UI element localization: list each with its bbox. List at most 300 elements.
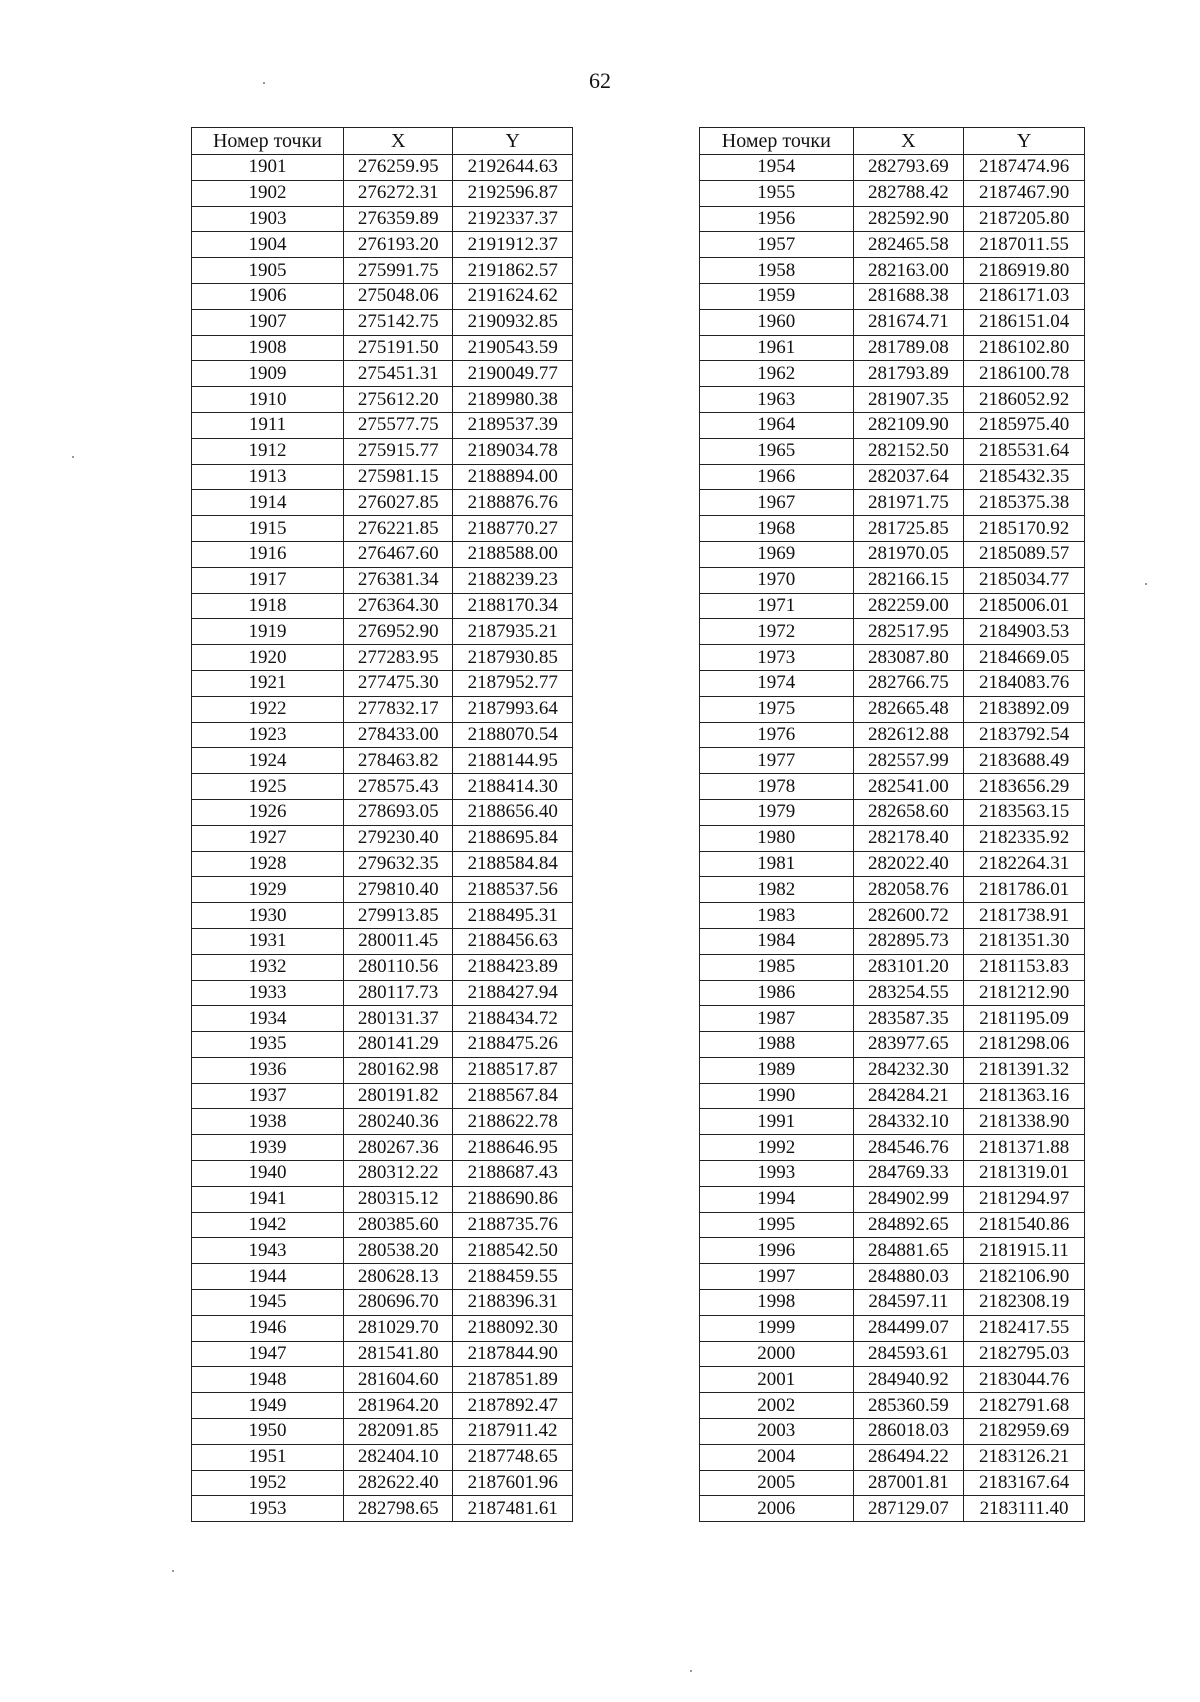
table-row xyxy=(700,1161,1085,1187)
x-coordinate-cell: 276952.90 xyxy=(343,619,452,645)
table-row xyxy=(700,1444,1085,1470)
point-number-cell: 1950 xyxy=(192,1419,344,1445)
point-number-cell: 1976 xyxy=(700,722,854,748)
y-coordinate-cell: 2183688.49 xyxy=(964,748,1085,774)
x-coordinate-cell: 280267.36 xyxy=(343,1135,452,1161)
y-coordinate-cell: 2188622.78 xyxy=(453,1109,573,1135)
point-number-cell: 1910 xyxy=(192,387,344,413)
table-row xyxy=(192,1419,573,1445)
y-coordinate-cell: 2185170.92 xyxy=(964,516,1085,542)
x-coordinate-cell: 282798.65 xyxy=(343,1496,452,1522)
table-row xyxy=(700,232,1085,258)
y-coordinate-cell: 2182106.90 xyxy=(964,1264,1085,1290)
y-coordinate-cell: 2189980.38 xyxy=(453,387,573,413)
point-number-cell: 1930 xyxy=(192,903,344,929)
y-coordinate-cell: 2188423.89 xyxy=(453,954,573,980)
table-row xyxy=(192,206,573,232)
y-coordinate-cell: 2191912.37 xyxy=(453,232,573,258)
table-row xyxy=(192,541,573,567)
y-coordinate-cell: 2188690.86 xyxy=(453,1186,573,1212)
point-number-cell: 1978 xyxy=(700,774,854,800)
x-coordinate-cell: 283087.80 xyxy=(853,645,964,671)
table-row xyxy=(192,464,573,490)
y-coordinate-cell: 2182791.68 xyxy=(964,1393,1085,1419)
table-row xyxy=(192,1135,573,1161)
point-number-cell: 1952 xyxy=(192,1470,344,1496)
y-coordinate-cell: 2188070.54 xyxy=(453,722,573,748)
x-coordinate-cell: 281970.05 xyxy=(853,541,964,567)
table-row xyxy=(192,309,573,335)
x-coordinate-cell: 275048.06 xyxy=(343,283,452,309)
y-coordinate-cell: 2188456.63 xyxy=(453,928,573,954)
table-row xyxy=(192,645,573,671)
table-row xyxy=(192,335,573,361)
y-coordinate-cell: 2183892.09 xyxy=(964,696,1085,722)
point-number-cell: 1920 xyxy=(192,645,344,671)
table-row xyxy=(700,1212,1085,1238)
y-coordinate-cell: 2188894.00 xyxy=(453,464,573,490)
table-row xyxy=(192,980,573,1006)
y-coordinate-cell: 2184083.76 xyxy=(964,670,1085,696)
table-row xyxy=(192,928,573,954)
y-coordinate-cell: 2181319.01 xyxy=(964,1161,1085,1187)
table-row xyxy=(192,696,573,722)
table-row xyxy=(700,1419,1085,1445)
scan-speck xyxy=(263,82,265,84)
x-coordinate-cell: 280696.70 xyxy=(343,1290,452,1316)
header-y: Y xyxy=(964,128,1085,155)
y-coordinate-cell: 2187892.47 xyxy=(453,1393,573,1419)
point-number-cell: 1979 xyxy=(700,799,854,825)
point-number-cell: 1913 xyxy=(192,464,344,490)
point-number-cell: 1949 xyxy=(192,1393,344,1419)
y-coordinate-cell: 2187601.96 xyxy=(453,1470,573,1496)
point-number-cell: 1927 xyxy=(192,825,344,851)
table-row xyxy=(192,438,573,464)
point-number-cell: 1929 xyxy=(192,877,344,903)
x-coordinate-cell: 284902.99 xyxy=(853,1186,964,1212)
y-coordinate-cell: 2181786.01 xyxy=(964,877,1085,903)
y-coordinate-cell: 2182795.03 xyxy=(964,1341,1085,1367)
coordinates-table-right xyxy=(699,127,1085,1522)
point-number-cell: 2005 xyxy=(700,1470,854,1496)
x-coordinate-cell: 280011.45 xyxy=(343,928,452,954)
table-row xyxy=(700,799,1085,825)
x-coordinate-cell: 278575.43 xyxy=(343,774,452,800)
y-coordinate-cell: 2181540.86 xyxy=(964,1212,1085,1238)
x-coordinate-cell: 286494.22 xyxy=(853,1444,964,1470)
table-row xyxy=(192,825,573,851)
point-number-cell: 1954 xyxy=(700,155,854,181)
table-row xyxy=(192,1496,573,1522)
x-coordinate-cell: 278463.82 xyxy=(343,748,452,774)
table-row xyxy=(700,1057,1085,1083)
x-coordinate-cell: 279913.85 xyxy=(343,903,452,929)
point-number-cell: 1992 xyxy=(700,1135,854,1161)
y-coordinate-cell: 2187930.85 xyxy=(453,645,573,671)
x-coordinate-cell: 282022.40 xyxy=(853,851,964,877)
point-number-cell: 1953 xyxy=(192,1496,344,1522)
y-coordinate-cell: 2188588.00 xyxy=(453,541,573,567)
table-row xyxy=(192,1006,573,1032)
point-number-cell: 1915 xyxy=(192,516,344,542)
table-row xyxy=(192,877,573,903)
x-coordinate-cell: 281793.89 xyxy=(853,361,964,387)
point-number-cell: 1991 xyxy=(700,1109,854,1135)
point-number-cell: 1972 xyxy=(700,619,854,645)
y-coordinate-cell: 2191862.57 xyxy=(453,258,573,284)
y-coordinate-cell: 2186919.80 xyxy=(964,258,1085,284)
x-coordinate-cell: 285360.59 xyxy=(853,1393,964,1419)
table-row xyxy=(192,670,573,696)
point-number-cell: 1931 xyxy=(192,928,344,954)
table-row xyxy=(700,903,1085,929)
y-coordinate-cell: 2192644.63 xyxy=(453,155,573,181)
x-coordinate-cell: 276381.34 xyxy=(343,567,452,593)
point-number-cell: 1958 xyxy=(700,258,854,284)
x-coordinate-cell: 280162.98 xyxy=(343,1057,452,1083)
y-coordinate-cell: 2188434.72 xyxy=(453,1006,573,1032)
point-number-cell: 1996 xyxy=(700,1238,854,1264)
point-number-cell: 1999 xyxy=(700,1315,854,1341)
point-number-cell: 1998 xyxy=(700,1290,854,1316)
table-row xyxy=(700,1315,1085,1341)
x-coordinate-cell: 275915.77 xyxy=(343,438,452,464)
x-coordinate-cell: 280628.13 xyxy=(343,1264,452,1290)
x-coordinate-cell: 284232.30 xyxy=(853,1057,964,1083)
y-coordinate-cell: 2190932.85 xyxy=(453,309,573,335)
y-coordinate-cell: 2187205.80 xyxy=(964,206,1085,232)
y-coordinate-cell: 2192337.37 xyxy=(453,206,573,232)
y-coordinate-cell: 2181391.32 xyxy=(964,1057,1085,1083)
y-coordinate-cell: 2185375.38 xyxy=(964,490,1085,516)
table-row xyxy=(700,335,1085,361)
table-row xyxy=(700,361,1085,387)
x-coordinate-cell: 284597.11 xyxy=(853,1290,964,1316)
point-number-cell: 1926 xyxy=(192,799,344,825)
point-number-cell: 1916 xyxy=(192,541,344,567)
table-row xyxy=(192,1212,573,1238)
table-row xyxy=(192,490,573,516)
point-number-cell: 1939 xyxy=(192,1135,344,1161)
y-coordinate-cell: 2189034.78 xyxy=(453,438,573,464)
point-number-cell: 1918 xyxy=(192,593,344,619)
point-number-cell: 1965 xyxy=(700,438,854,464)
point-number-cell: 1942 xyxy=(192,1212,344,1238)
point-number-cell: 1985 xyxy=(700,954,854,980)
table-row xyxy=(192,593,573,619)
x-coordinate-cell: 281964.20 xyxy=(343,1393,452,1419)
x-coordinate-cell: 284499.07 xyxy=(853,1315,964,1341)
y-coordinate-cell: 2182308.19 xyxy=(964,1290,1085,1316)
point-number-cell: 1904 xyxy=(192,232,344,258)
point-number-cell: 1917 xyxy=(192,567,344,593)
table-row xyxy=(700,851,1085,877)
point-number-cell: 1984 xyxy=(700,928,854,954)
y-coordinate-cell: 2184903.53 xyxy=(964,619,1085,645)
y-coordinate-cell: 2181212.90 xyxy=(964,980,1085,1006)
point-number-cell: 1982 xyxy=(700,877,854,903)
x-coordinate-cell: 276193.20 xyxy=(343,232,452,258)
x-coordinate-cell: 282592.90 xyxy=(853,206,964,232)
table-row xyxy=(700,387,1085,413)
point-number-cell: 1905 xyxy=(192,258,344,284)
table-row xyxy=(192,774,573,800)
point-number-cell: 1963 xyxy=(700,387,854,413)
y-coordinate-cell: 2188537.56 xyxy=(453,877,573,903)
y-coordinate-cell: 2188495.31 xyxy=(453,903,573,929)
point-number-cell: 1948 xyxy=(192,1367,344,1393)
point-number-cell: 2006 xyxy=(700,1496,854,1522)
x-coordinate-cell: 279632.35 xyxy=(343,851,452,877)
table-row xyxy=(192,361,573,387)
table-row xyxy=(192,1083,573,1109)
y-coordinate-cell: 2188567.84 xyxy=(453,1083,573,1109)
y-coordinate-cell: 2188475.26 xyxy=(453,1032,573,1058)
x-coordinate-cell: 282465.58 xyxy=(853,232,964,258)
table-row xyxy=(700,258,1085,284)
table-row xyxy=(192,722,573,748)
table-row xyxy=(700,516,1085,542)
header-x: X xyxy=(343,128,452,155)
table-row xyxy=(700,696,1085,722)
x-coordinate-cell: 282895.73 xyxy=(853,928,964,954)
point-number-cell: 1988 xyxy=(700,1032,854,1058)
point-number-cell: 1911 xyxy=(192,412,344,438)
x-coordinate-cell: 276221.85 xyxy=(343,516,452,542)
x-coordinate-cell: 280538.20 xyxy=(343,1238,452,1264)
y-coordinate-cell: 2183111.40 xyxy=(964,1496,1085,1522)
point-number-cell: 1956 xyxy=(700,206,854,232)
table-body-left xyxy=(192,155,573,1522)
y-coordinate-cell: 2183044.76 xyxy=(964,1367,1085,1393)
x-coordinate-cell: 280312.22 xyxy=(343,1161,452,1187)
y-coordinate-cell: 2190543.59 xyxy=(453,335,573,361)
y-coordinate-cell: 2181338.90 xyxy=(964,1109,1085,1135)
y-coordinate-cell: 2188770.27 xyxy=(453,516,573,542)
y-coordinate-cell: 2183126.21 xyxy=(964,1444,1085,1470)
table-row xyxy=(700,619,1085,645)
y-coordinate-cell: 2183792.54 xyxy=(964,722,1085,748)
x-coordinate-cell: 282612.88 xyxy=(853,722,964,748)
table-row xyxy=(700,180,1085,206)
table-row xyxy=(192,1161,573,1187)
x-coordinate-cell: 275981.15 xyxy=(343,464,452,490)
y-coordinate-cell: 2182959.69 xyxy=(964,1419,1085,1445)
x-coordinate-cell: 282109.90 xyxy=(853,412,964,438)
table-row xyxy=(192,1057,573,1083)
table-row xyxy=(700,1006,1085,1032)
table-row xyxy=(700,1032,1085,1058)
x-coordinate-cell: 276272.31 xyxy=(343,180,452,206)
point-number-cell: 1961 xyxy=(700,335,854,361)
x-coordinate-cell: 282058.76 xyxy=(853,877,964,903)
x-coordinate-cell: 284284.21 xyxy=(853,1083,964,1109)
y-coordinate-cell: 2182335.92 xyxy=(964,825,1085,851)
point-number-cell: 1928 xyxy=(192,851,344,877)
point-number-cell: 1943 xyxy=(192,1238,344,1264)
table-row xyxy=(700,774,1085,800)
x-coordinate-cell: 276467.60 xyxy=(343,541,452,567)
point-number-cell: 1938 xyxy=(192,1109,344,1135)
y-coordinate-cell: 2181153.83 xyxy=(964,954,1085,980)
point-number-cell: 1969 xyxy=(700,541,854,567)
y-coordinate-cell: 2185432.35 xyxy=(964,464,1085,490)
x-coordinate-cell: 284881.65 xyxy=(853,1238,964,1264)
point-number-cell: 1940 xyxy=(192,1161,344,1187)
x-coordinate-cell: 282091.85 xyxy=(343,1419,452,1445)
point-number-cell: 1955 xyxy=(700,180,854,206)
table-row xyxy=(700,309,1085,335)
y-coordinate-cell: 2188414.30 xyxy=(453,774,573,800)
y-coordinate-cell: 2188517.87 xyxy=(453,1057,573,1083)
table-row xyxy=(192,1186,573,1212)
table-row xyxy=(700,155,1085,181)
table-row xyxy=(192,1315,573,1341)
x-coordinate-cell: 281688.38 xyxy=(853,283,964,309)
table-row xyxy=(700,1290,1085,1316)
x-coordinate-cell: 284332.10 xyxy=(853,1109,964,1135)
y-coordinate-cell: 2186052.92 xyxy=(964,387,1085,413)
point-number-cell: 1919 xyxy=(192,619,344,645)
point-number-cell: 1912 xyxy=(192,438,344,464)
y-coordinate-cell: 2183656.29 xyxy=(964,774,1085,800)
x-coordinate-cell: 281789.08 xyxy=(853,335,964,361)
table-row xyxy=(192,1109,573,1135)
table-row xyxy=(192,1290,573,1316)
scan-speck xyxy=(1145,583,1147,585)
table-row xyxy=(192,1264,573,1290)
point-number-cell: 1957 xyxy=(700,232,854,258)
x-coordinate-cell: 284940.92 xyxy=(853,1367,964,1393)
point-number-cell: 1973 xyxy=(700,645,854,671)
table-row xyxy=(192,799,573,825)
table-row xyxy=(700,980,1085,1006)
table-row xyxy=(700,1367,1085,1393)
x-coordinate-cell: 280141.29 xyxy=(343,1032,452,1058)
point-number-cell: 1936 xyxy=(192,1057,344,1083)
table-row xyxy=(192,903,573,929)
y-coordinate-cell: 2183167.64 xyxy=(964,1470,1085,1496)
x-coordinate-cell: 281907.35 xyxy=(853,387,964,413)
point-number-cell: 1933 xyxy=(192,980,344,1006)
table-row xyxy=(192,180,573,206)
point-number-cell: 1975 xyxy=(700,696,854,722)
y-coordinate-cell: 2186151.04 xyxy=(964,309,1085,335)
x-coordinate-cell: 282541.00 xyxy=(853,774,964,800)
y-coordinate-cell: 2188396.31 xyxy=(453,1290,573,1316)
x-coordinate-cell: 286018.03 xyxy=(853,1419,964,1445)
point-number-cell: 1908 xyxy=(192,335,344,361)
y-coordinate-cell: 2187748.65 xyxy=(453,1444,573,1470)
header-x: X xyxy=(853,128,964,155)
y-coordinate-cell: 2182264.31 xyxy=(964,851,1085,877)
y-coordinate-cell: 2187844.90 xyxy=(453,1341,573,1367)
table-row xyxy=(700,1135,1085,1161)
table-row xyxy=(192,258,573,284)
table-row xyxy=(700,541,1085,567)
x-coordinate-cell: 282037.64 xyxy=(853,464,964,490)
x-coordinate-cell: 282259.00 xyxy=(853,593,964,619)
y-coordinate-cell: 2192596.87 xyxy=(453,180,573,206)
point-number-cell: 1947 xyxy=(192,1341,344,1367)
y-coordinate-cell: 2187011.55 xyxy=(964,232,1085,258)
header-point-number: Номер точки xyxy=(700,128,854,155)
x-coordinate-cell: 279810.40 xyxy=(343,877,452,903)
point-number-cell: 1989 xyxy=(700,1057,854,1083)
y-coordinate-cell: 2181371.88 xyxy=(964,1135,1085,1161)
x-coordinate-cell: 282557.99 xyxy=(853,748,964,774)
table-row xyxy=(192,1341,573,1367)
x-coordinate-cell: 278433.00 xyxy=(343,722,452,748)
x-coordinate-cell: 277475.30 xyxy=(343,670,452,696)
y-coordinate-cell: 2186100.78 xyxy=(964,361,1085,387)
scan-speck xyxy=(72,456,74,458)
point-number-cell: 1906 xyxy=(192,283,344,309)
y-coordinate-cell: 2183563.15 xyxy=(964,799,1085,825)
y-coordinate-cell: 2181738.91 xyxy=(964,903,1085,929)
point-number-cell: 1993 xyxy=(700,1161,854,1187)
x-coordinate-cell: 282766.75 xyxy=(853,670,964,696)
point-number-cell: 1964 xyxy=(700,412,854,438)
y-coordinate-cell: 2187952.77 xyxy=(453,670,573,696)
point-number-cell: 1980 xyxy=(700,825,854,851)
point-number-cell: 1977 xyxy=(700,748,854,774)
table-row xyxy=(700,670,1085,696)
point-number-cell: 1914 xyxy=(192,490,344,516)
table-row xyxy=(192,619,573,645)
point-number-cell: 1974 xyxy=(700,670,854,696)
x-coordinate-cell: 282600.72 xyxy=(853,903,964,929)
table-row xyxy=(192,232,573,258)
x-coordinate-cell: 284769.33 xyxy=(853,1161,964,1187)
table-row xyxy=(700,283,1085,309)
table-row xyxy=(700,722,1085,748)
y-coordinate-cell: 2187851.89 xyxy=(453,1367,573,1393)
table-row xyxy=(700,928,1085,954)
table-row xyxy=(192,1032,573,1058)
x-coordinate-cell: 281725.85 xyxy=(853,516,964,542)
y-coordinate-cell: 2188735.76 xyxy=(453,1212,573,1238)
point-number-cell: 1990 xyxy=(700,1083,854,1109)
point-number-cell: 1995 xyxy=(700,1212,854,1238)
x-coordinate-cell: 280117.73 xyxy=(343,980,452,1006)
table-row xyxy=(700,490,1085,516)
x-coordinate-cell: 282665.48 xyxy=(853,696,964,722)
x-coordinate-cell: 275577.75 xyxy=(343,412,452,438)
table-row xyxy=(700,645,1085,671)
y-coordinate-cell: 2188459.55 xyxy=(453,1264,573,1290)
y-coordinate-cell: 2181298.06 xyxy=(964,1032,1085,1058)
x-coordinate-cell: 280131.37 xyxy=(343,1006,452,1032)
point-number-cell: 1962 xyxy=(700,361,854,387)
x-coordinate-cell: 281674.71 xyxy=(853,309,964,335)
x-coordinate-cell: 280240.36 xyxy=(343,1109,452,1135)
y-coordinate-cell: 2181915.11 xyxy=(964,1238,1085,1264)
point-number-cell: 2004 xyxy=(700,1444,854,1470)
y-coordinate-cell: 2186102.80 xyxy=(964,335,1085,361)
x-coordinate-cell: 284880.03 xyxy=(853,1264,964,1290)
y-coordinate-cell: 2188656.40 xyxy=(453,799,573,825)
point-number-cell: 1944 xyxy=(192,1264,344,1290)
x-coordinate-cell: 280110.56 xyxy=(343,954,452,980)
x-coordinate-cell: 287129.07 xyxy=(853,1496,964,1522)
point-number-cell: 1935 xyxy=(192,1032,344,1058)
x-coordinate-cell: 276359.89 xyxy=(343,206,452,232)
x-coordinate-cell: 280191.82 xyxy=(343,1083,452,1109)
table-row xyxy=(700,464,1085,490)
table-row xyxy=(192,155,573,181)
